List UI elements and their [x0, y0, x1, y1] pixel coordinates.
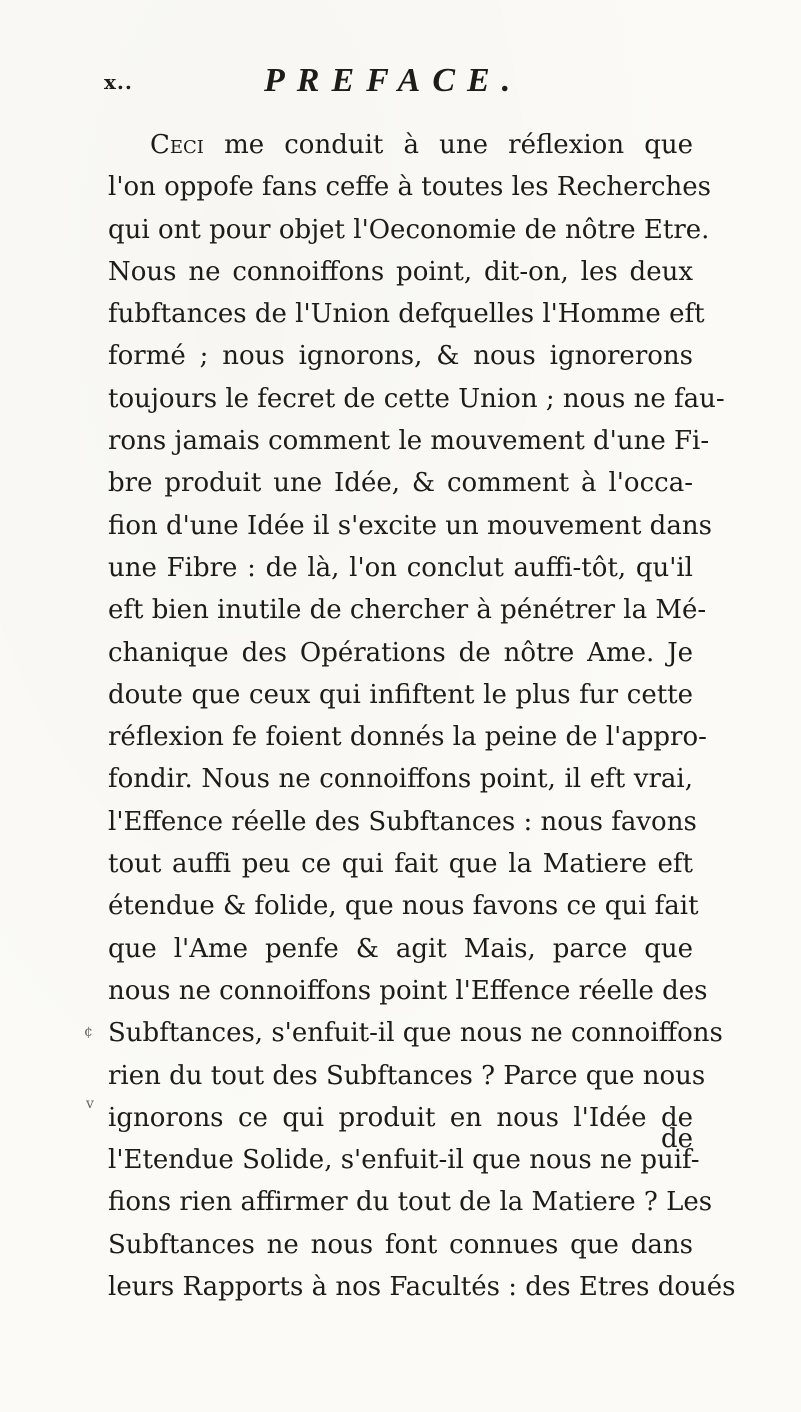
text-line: formé ; nous ignorons, & nous ignorerons [108, 341, 693, 372]
text-line: tout auffi peu ce qui fait que la Matiere eft [108, 849, 693, 880]
text-line: leurs Rapports à nos Facultés : des Etres doués [108, 1272, 736, 1303]
text-line: fondir. Nous ne connoiffons point, il eft vrai, [108, 764, 693, 795]
page-number: x.. [104, 70, 133, 94]
text-line-content: me conduit à une réflexion que [224, 130, 693, 160]
text-line [108, 124, 693, 166]
text-line: étendue & folide, que nous favons ce qui fait [108, 891, 699, 922]
text-line: une Fibre : de là, l'on conclut auffi-tôt, qu'il [108, 552, 693, 583]
text-line: nous ne connoiffons point l'Effence réelle des [108, 975, 708, 1006]
margin-mark: ¢ [84, 1024, 93, 1040]
text-line: fion d'une Idée il s'excite un mouvement dans [108, 510, 712, 541]
catchword: de [660, 1124, 693, 1154]
text-line: l'on oppofe fans ceffe à toutes les Recherches [108, 172, 712, 203]
text-line: rien du tout des Subftances ? Parce que nous [108, 1060, 706, 1091]
text-line: Nous ne connoiffons point, dit-on, les deux [108, 256, 693, 287]
running-head-title: PREFACE. [264, 62, 523, 99]
text-line: toujours le fecret de cette Union ; nous ne fau- [108, 383, 725, 414]
text-line: que l'Ame penfe & agit Mais, parce que [108, 933, 693, 964]
text-line: bre produit une Idée, & comment à l'occa- [108, 468, 693, 499]
text-line: fubftances de l'Union defquelles l'Homme eft [108, 299, 705, 330]
text-line: Subftances, s'enfuit-il que nous ne connoiffons [108, 1018, 723, 1049]
running-head [104, 62, 664, 106]
text-line: rons jamais comment le mouvement d'une Fi- [108, 426, 710, 457]
text-line: eft bien inutile de chercher à pénétrer la Mé- [108, 595, 707, 626]
text-line: l'Etendue Solide, s'enfuit-il que nous ne puif- [108, 1145, 700, 1176]
text-line: Subftances ne nous font connues que dans [108, 1229, 693, 1260]
text-line: fions rien affirmer du tout de la Matiere ? Les [108, 1187, 713, 1218]
margin-mark: v [86, 1096, 94, 1112]
text-line: doute que ceux qui infiftent le plus fur cette [108, 679, 693, 710]
text-line: réflexion fe foient donnés la peine de l'appro- [108, 722, 707, 753]
text-line: qui ont pour objet l'Oeconomie de nôtre Etre. [108, 214, 710, 245]
text-line: l'Effence réelle des Subftances : nous favons [108, 806, 697, 837]
text-line: chanique des Opérations de nôtre Ame. Je [108, 637, 693, 668]
text-line: ignorons ce qui produit en nous l'Idée de [108, 1102, 693, 1133]
opening-word: Ceci [150, 130, 204, 160]
